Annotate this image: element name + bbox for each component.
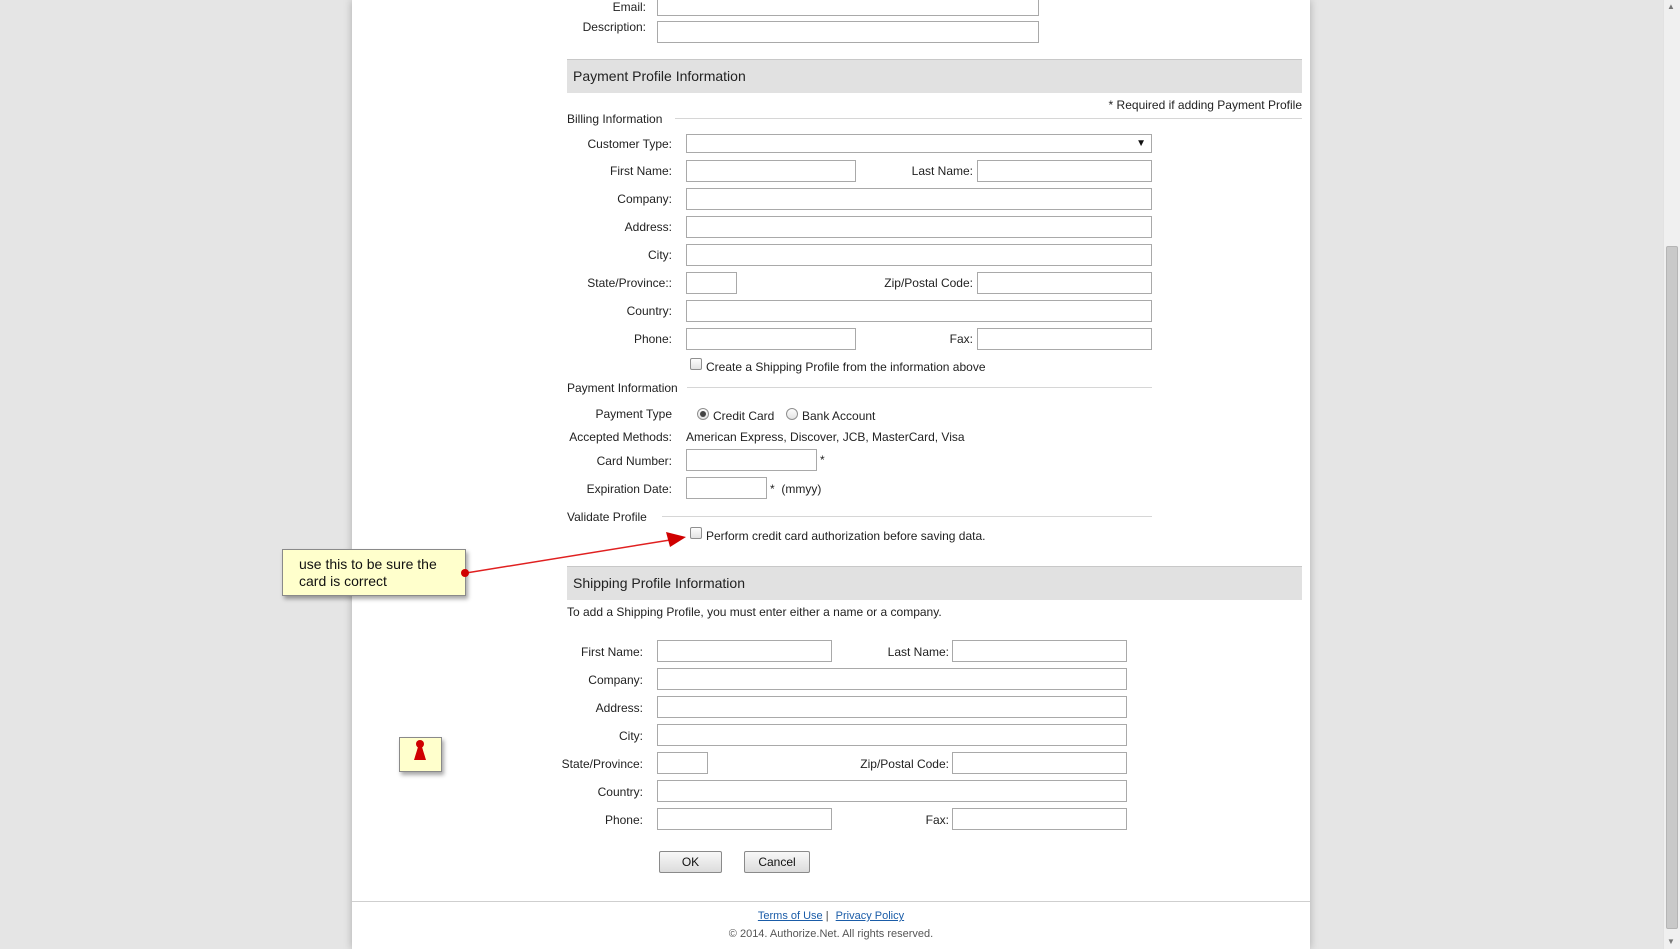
description-label: Description: xyxy=(582,20,646,34)
shipping-company-label: Company: xyxy=(588,673,643,687)
shipping-address-label: Address: xyxy=(595,701,643,715)
payment-profile-header: Payment Profile Information xyxy=(567,59,1302,93)
dropdown-arrow-icon: ▼ xyxy=(1136,138,1146,149)
billing-address-label: Address: xyxy=(624,220,672,234)
billing-last-name-label: Last Name: xyxy=(911,164,973,178)
pushpin-icon xyxy=(400,738,441,771)
shipping-profile-header: Shipping Profile Information xyxy=(567,566,1302,600)
shipping-city-label: City: xyxy=(619,729,643,743)
cancel-button[interactable]: Cancel xyxy=(744,851,810,873)
billing-zip-label: Zip/Postal Code: xyxy=(884,276,973,290)
shipping-country-label: Country: xyxy=(597,785,643,799)
privacy-policy-link[interactable]: Privacy Policy xyxy=(835,910,905,922)
billing-phone-label: Phone: xyxy=(633,332,672,346)
annotation-arrow-anchor xyxy=(461,569,469,577)
credit-card-label: Credit Card xyxy=(713,409,775,423)
expiration-hint: * (mmyy) xyxy=(770,482,822,496)
shipping-fax-label: Fax: xyxy=(925,813,949,827)
shipping-last-name-label: Last Name: xyxy=(887,645,949,659)
card-number-required: * xyxy=(820,453,825,467)
pushpin-note xyxy=(399,737,442,772)
shipping-first-name-label: First Name: xyxy=(580,645,643,659)
scrollbar-thumb[interactable] xyxy=(1666,246,1678,929)
scroll-down-icon[interactable]: ▼ xyxy=(1667,937,1675,946)
annotation-arrowhead xyxy=(666,532,686,547)
expiration-date-label: Expiration Date: xyxy=(586,482,672,496)
billing-company-label: Company: xyxy=(617,192,672,206)
billing-city-label: City: xyxy=(648,248,672,262)
bank-account-label: Bank Account xyxy=(802,409,876,423)
billing-fax-label: Fax: xyxy=(949,332,973,346)
email-label: Email: xyxy=(612,0,646,14)
annotation-arrow-line xyxy=(466,540,670,573)
billing-first-name-label: First Name: xyxy=(609,164,672,178)
footer-separator: | xyxy=(825,910,829,922)
customer-type-label: Customer Type: xyxy=(587,137,672,151)
shipping-phone-label: Phone: xyxy=(604,813,643,827)
shipping-note: To add a Shipping Profile, you must enter either a name or a company. xyxy=(567,605,942,619)
vertical-scrollbar[interactable] xyxy=(1663,0,1680,949)
payment-info-legend: Payment Information xyxy=(567,381,678,395)
accepted-methods-value: American Express, Discover, JCB, MasterCard, Visa xyxy=(686,430,965,444)
required-note: * Required if adding Payment Profile xyxy=(1108,98,1302,112)
validate-legend: Validate Profile xyxy=(567,510,647,524)
copyright-text: © 2014. Authorize.Net. All rights reserved. xyxy=(728,928,934,940)
shipping-state-label: State/Province: xyxy=(561,757,643,771)
accepted-methods-label: Accepted Methods: xyxy=(569,430,672,444)
annotation-callout: use this to be sure the card is correct xyxy=(282,549,466,596)
scroll-up-icon[interactable]: ▲ xyxy=(1667,2,1675,11)
payment-type-label: Payment Type xyxy=(595,407,672,421)
billing-country-label: Country: xyxy=(626,304,672,318)
terms-of-use-link[interactable]: Terms of Use xyxy=(757,910,823,922)
ok-button[interactable]: OK xyxy=(659,851,722,873)
card-number-label: Card Number: xyxy=(596,454,672,468)
billing-legend: Billing Information xyxy=(567,112,663,126)
create-shipping-label: Create a Shipping Profile from the information above xyxy=(706,360,986,374)
billing-state-label: State/Province:: xyxy=(587,276,672,290)
shipping-zip-label: Zip/Postal Code: xyxy=(860,757,949,771)
perform-authorization-label: Perform credit card authorization before saving data. xyxy=(706,529,986,543)
